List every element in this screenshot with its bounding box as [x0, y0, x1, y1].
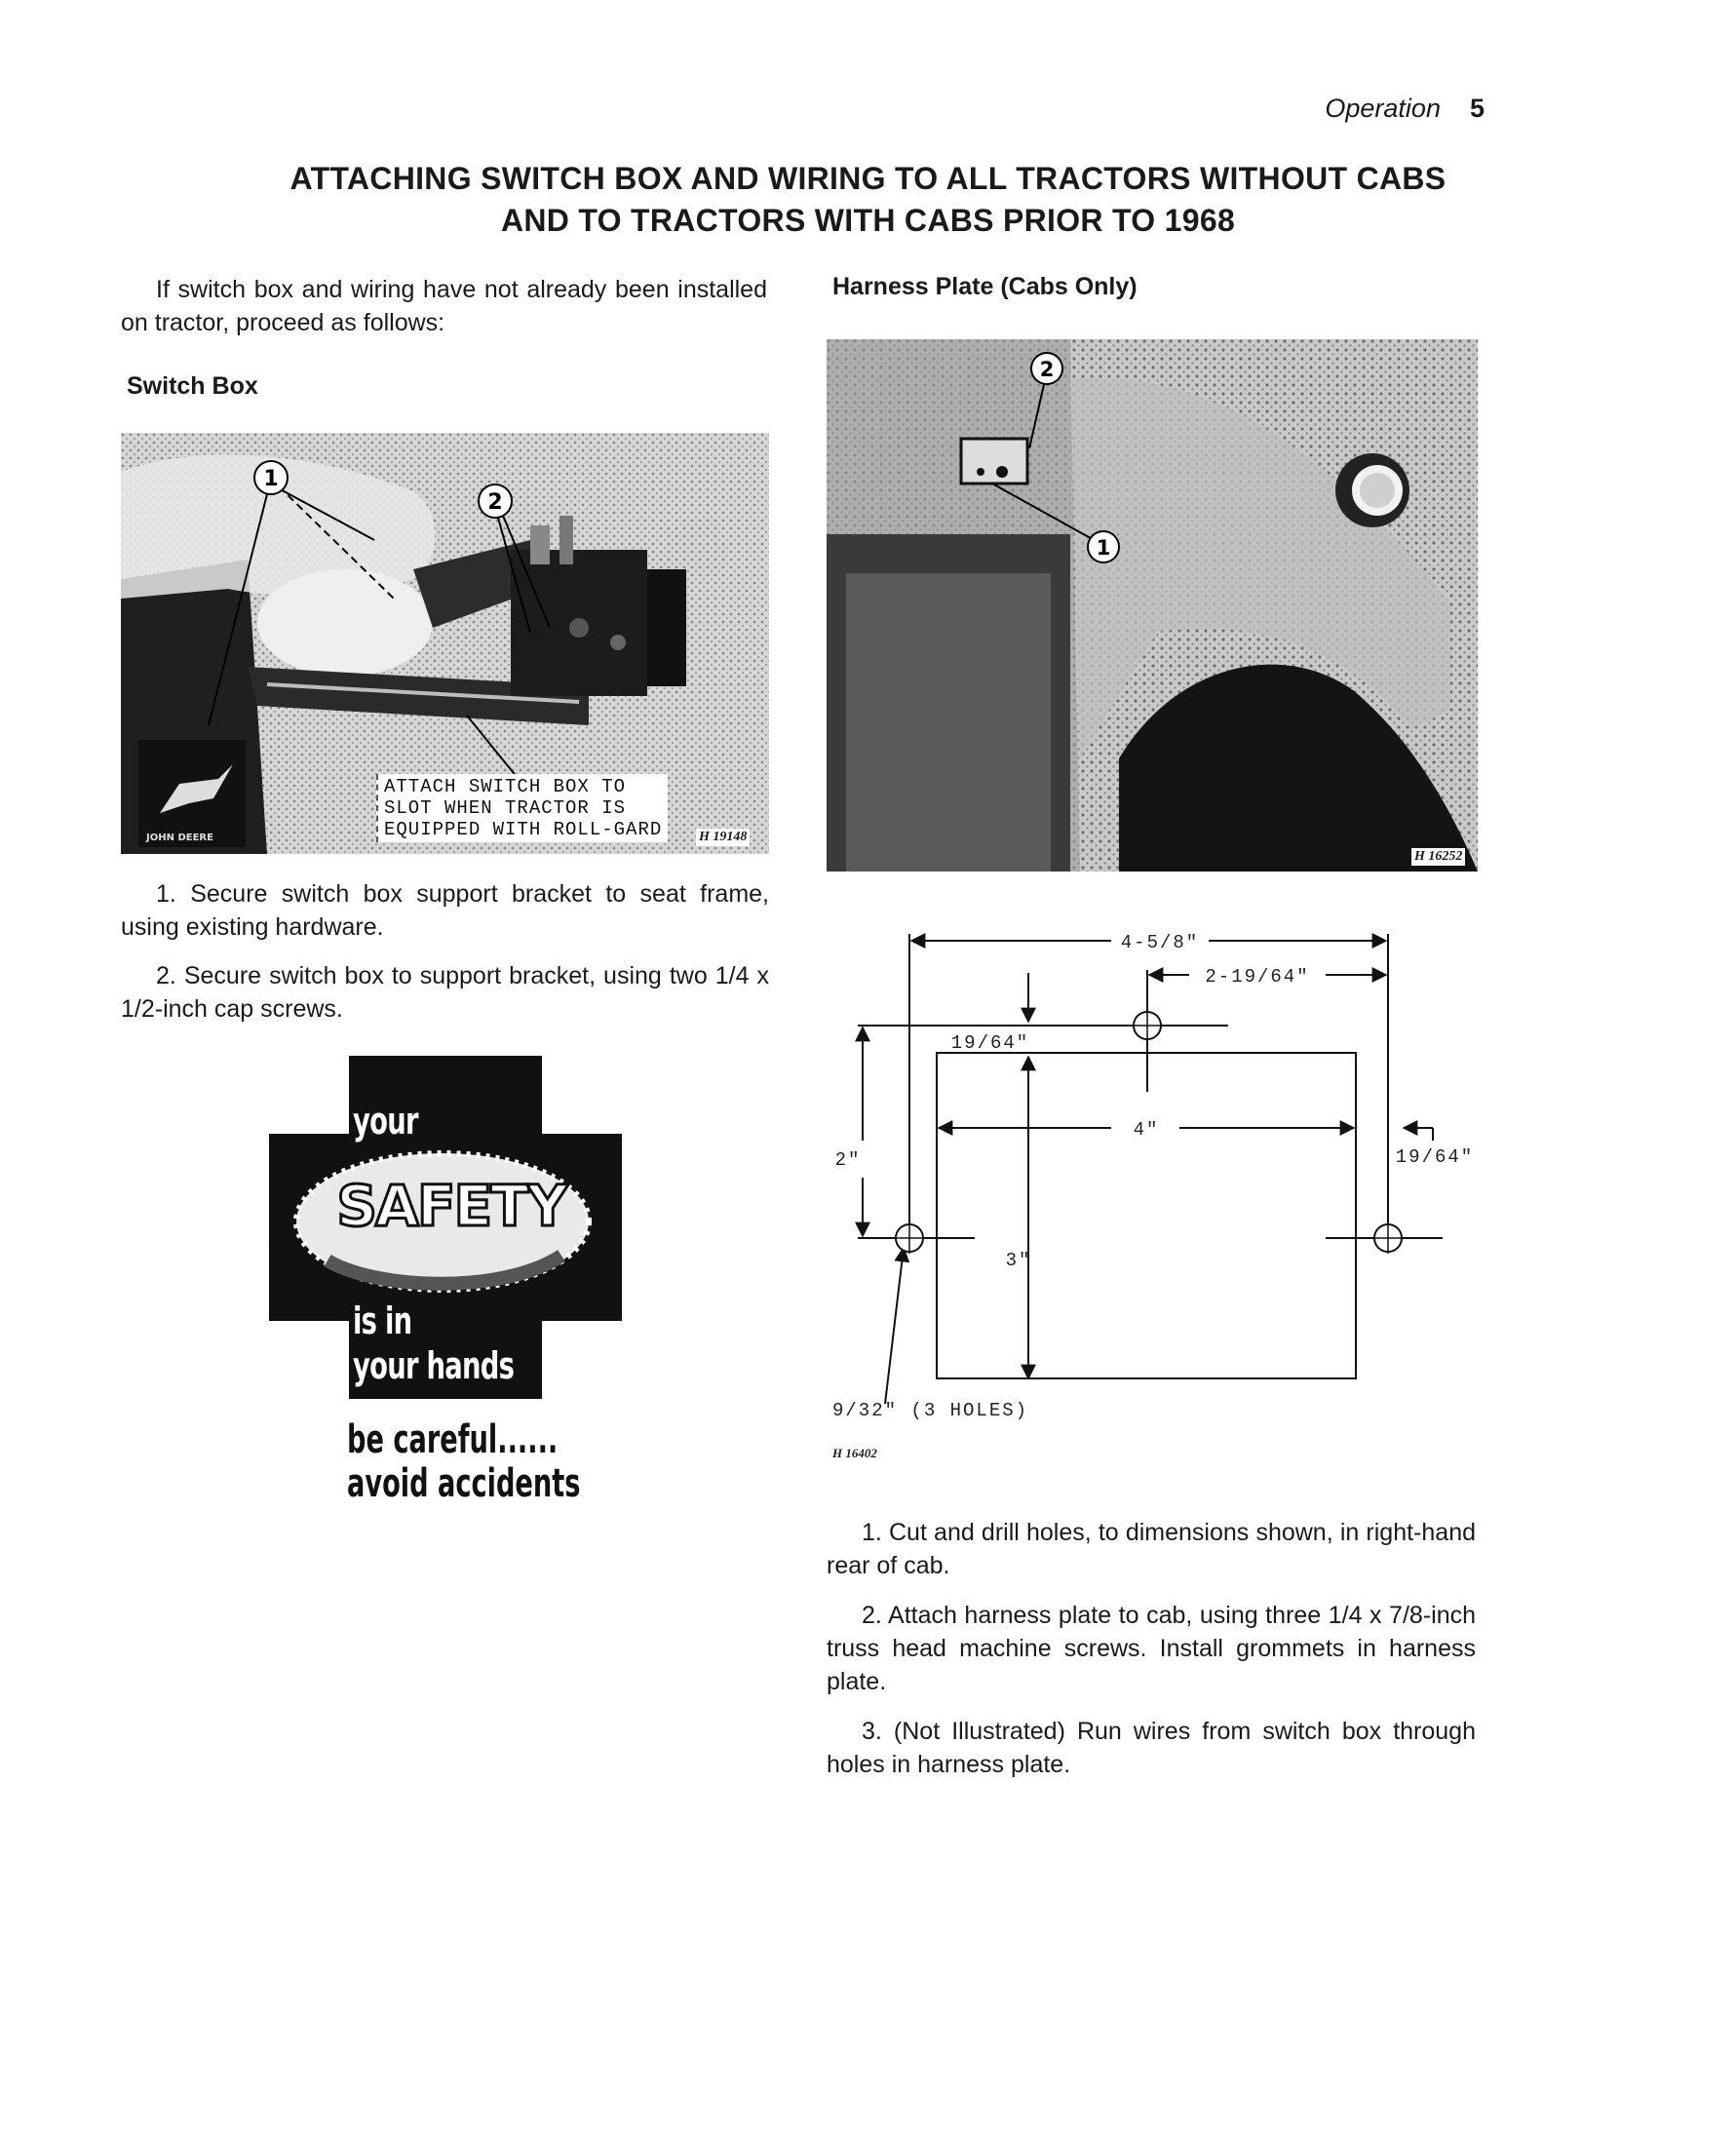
callout-2: 2 — [487, 490, 503, 515]
poster-caption-avoid: avoid accidents — [347, 1461, 581, 1506]
drilling-dimension-diagram — [819, 916, 1482, 1482]
holes-note: 9/32" (3 HOLES) — [832, 1400, 1029, 1421]
figure-code: H 19148 — [696, 829, 750, 846]
safety-poster — [269, 1056, 622, 1399]
diagram-code: H 16402 — [832, 1446, 877, 1460]
running-header — [1325, 94, 1485, 124]
dim-inner-height: 3" — [1005, 1250, 1032, 1271]
right-step-3: 3. (Not Illustrated) Run wires from switch box through holes in harness plate. — [827, 1718, 1476, 1778]
photo-callout-2: 2 — [1039, 358, 1055, 381]
harness-plate-illustration — [827, 339, 1478, 872]
right-step-1: 1. Cut and drill holes, to dimensions shown, in right-hand rear of cab. — [827, 1519, 1476, 1579]
dim-height: 2" — [834, 1149, 862, 1171]
attach-note-line-2: SLOT WHEN TRACTOR IS — [384, 797, 627, 819]
left-step-1: 1. Secure switch box support bracket to seat frame, using existing hardware. — [121, 880, 769, 941]
dim-inner-width: 4" — [1133, 1119, 1160, 1141]
dim-total-width: 4-5/8" — [1120, 932, 1200, 953]
left-step-2: 2. Secure switch box to support bracket, using two 1/4 x 1/2-inch cap screws. — [121, 962, 769, 1023]
attach-note — [376, 774, 668, 842]
page-title-line-1: ATTACHING SWITCH BOX AND WIRING TO ALL TRACTORS WITHOUT CABS — [289, 161, 1447, 196]
dim-right-hole: 19/64" — [1395, 1146, 1475, 1168]
harness-plate-photo — [827, 339, 1478, 872]
attach-note-line-3: EQUIPPED WITH ROLL-GARD — [384, 819, 663, 840]
poster-your-hands: your hands — [353, 1344, 515, 1387]
poster-safety-word: SAFETY — [336, 1173, 566, 1239]
page-number: 5 — [1469, 94, 1485, 123]
switch-box-photo — [121, 433, 769, 854]
dim-top-hole: 19/64" — [950, 1032, 1030, 1054]
page-title — [0, 158, 1736, 242]
logo-text: JOHN DEERE — [146, 833, 213, 843]
poster-caption-careful: be careful...... — [347, 1417, 559, 1462]
poster-is-in: is in — [353, 1299, 412, 1342]
poster-your: your — [353, 1100, 418, 1143]
section-name: Operation — [1325, 94, 1441, 123]
photo-callout-1: 1 — [1096, 536, 1111, 560]
attach-note-line-1: ATTACH SWITCH BOX TO — [384, 776, 627, 797]
harness-plate-heading: Harness Plate (Cabs Only) — [832, 273, 1138, 300]
right-step-2: 2. Attach harness plate to cab, using three 1/4 x 7/8-inch truss head machine screws. Install grommets in harness plate. — [827, 1602, 1476, 1695]
callout-1: 1 — [263, 467, 279, 491]
switch-box-heading: Switch Box — [127, 372, 258, 400]
dim-offset-top: 2-19/64" — [1205, 966, 1310, 988]
page-title-line-2: AND TO TRACTORS WITH CABS PRIOR TO 1968 — [500, 203, 1236, 238]
photo-code: H 16252 — [1411, 848, 1465, 866]
intro-paragraph: If switch box and wiring have not already been installed on tractor, proceed as follows: — [121, 276, 767, 336]
